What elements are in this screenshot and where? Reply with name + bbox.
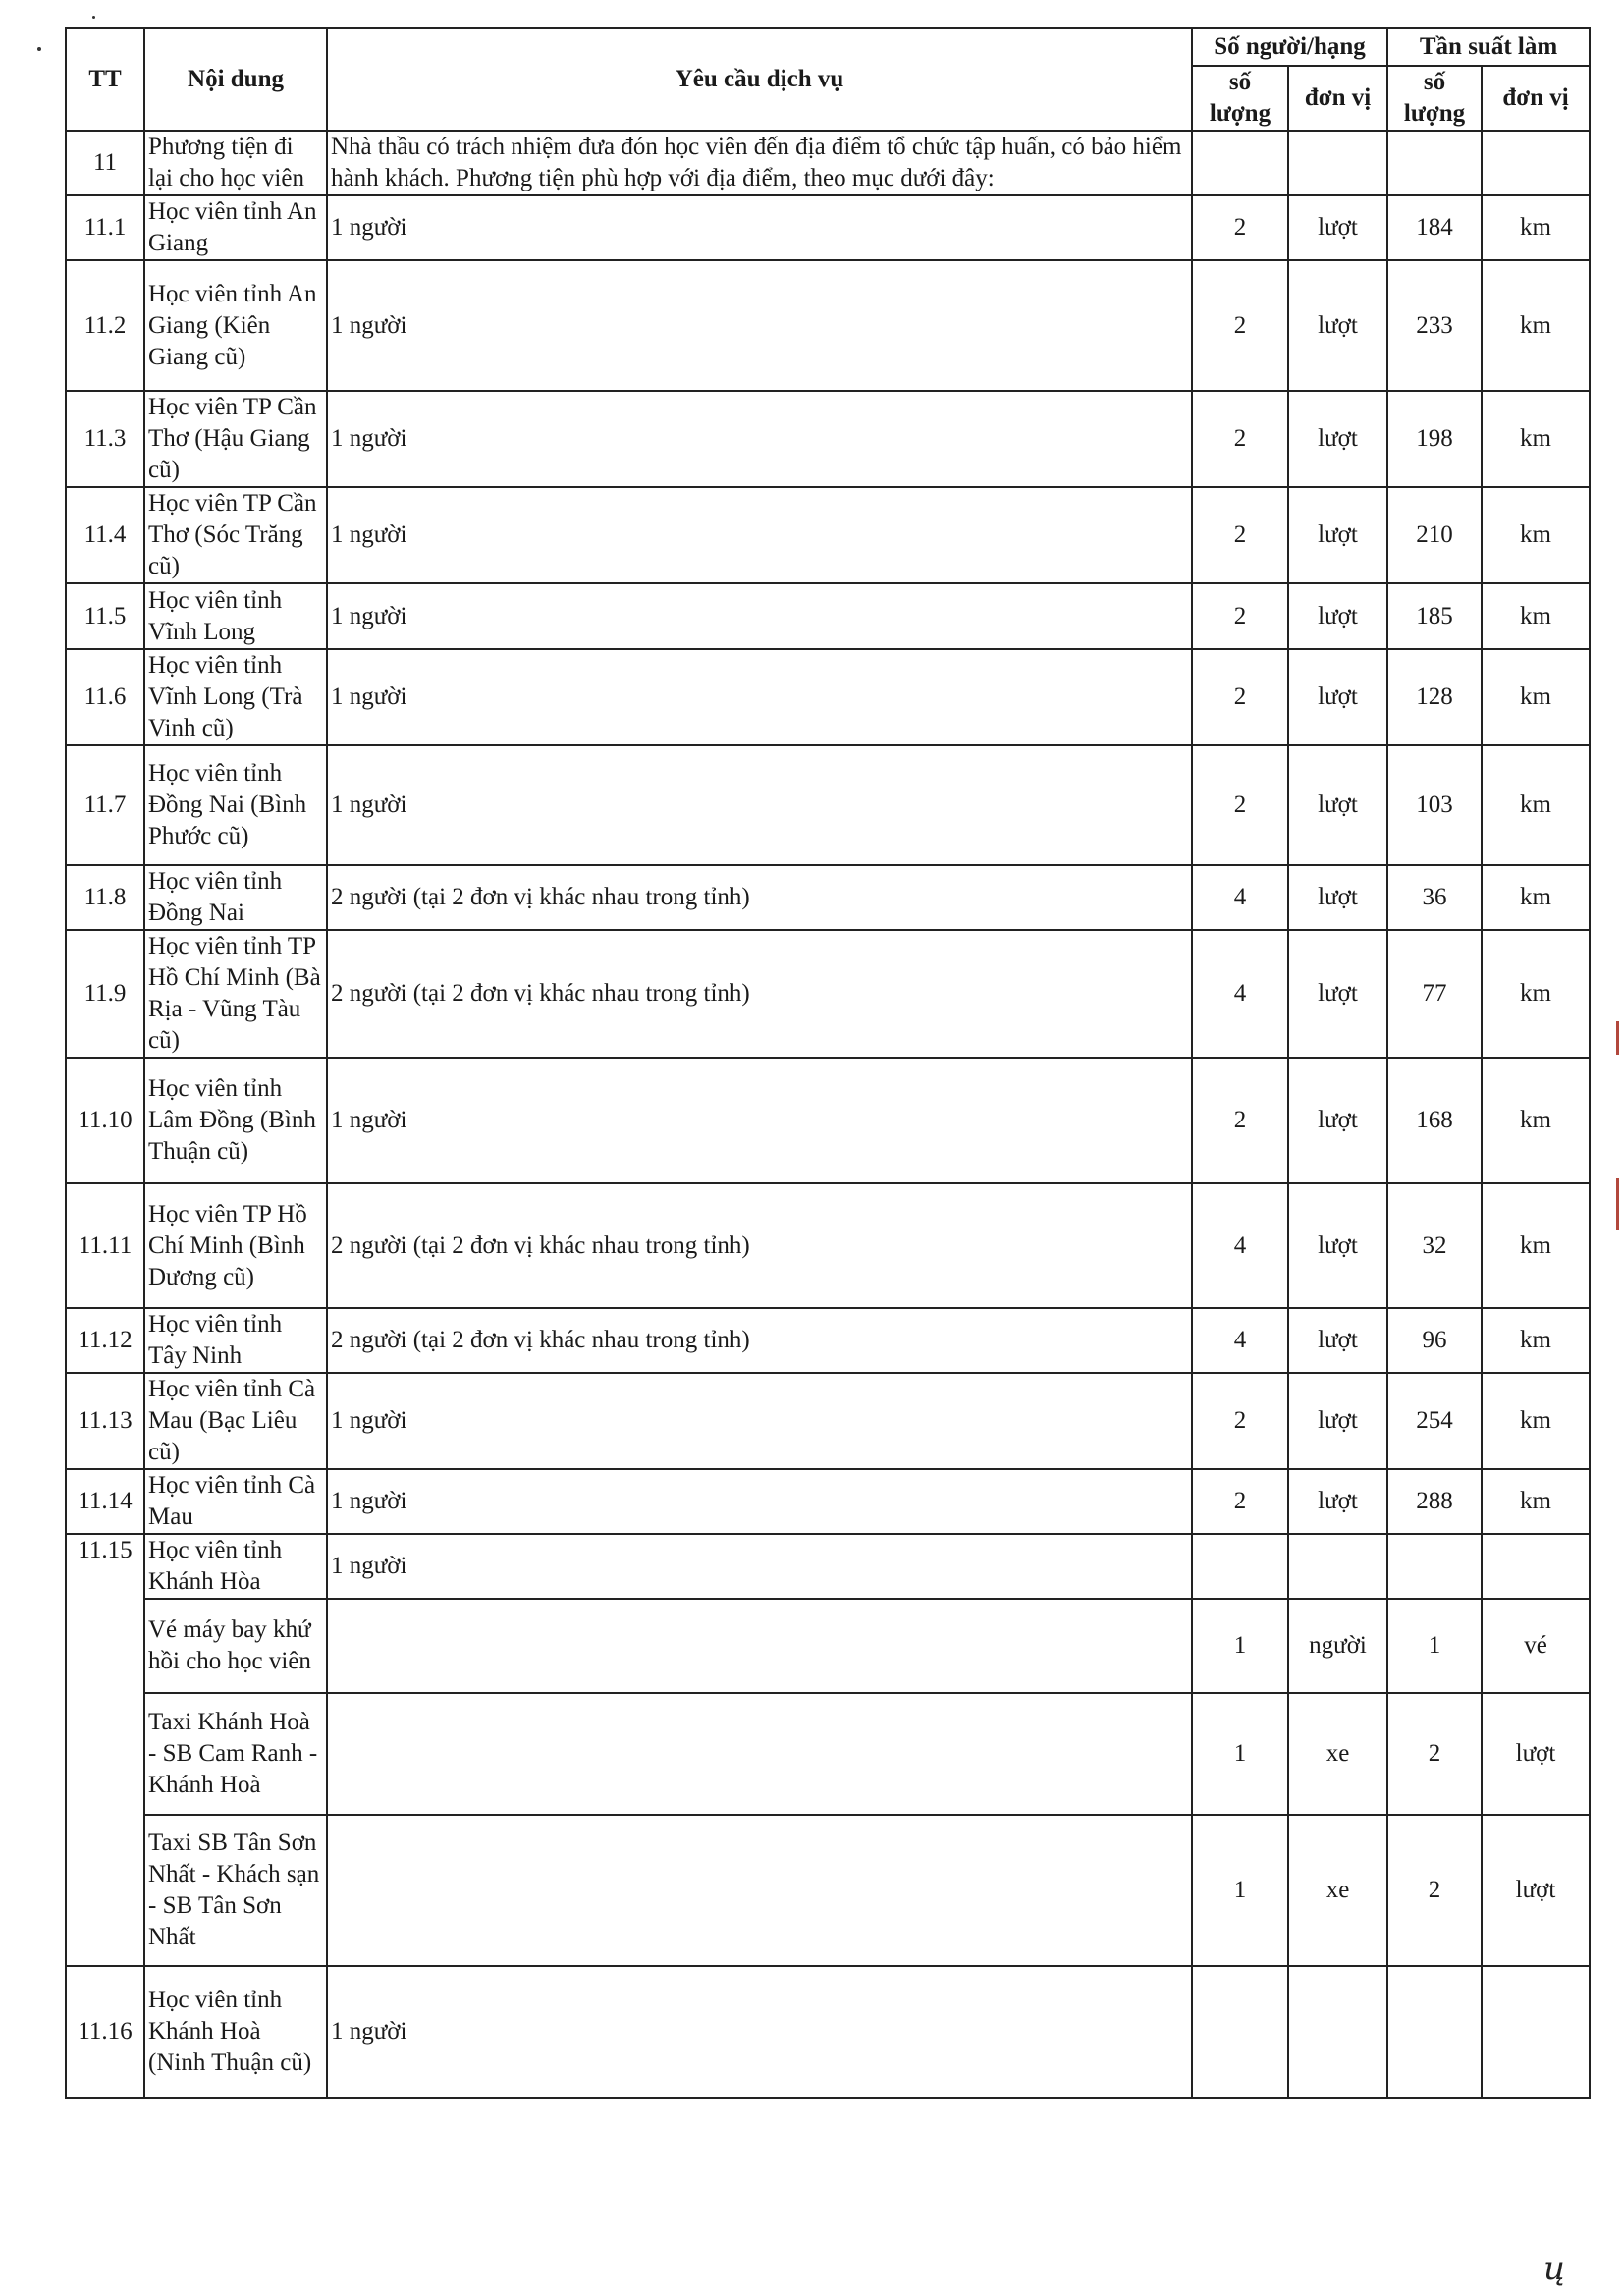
table-header — [66, 28, 1590, 131]
row-yeu-cau: 1 người — [327, 1534, 1192, 1599]
row-so-luong-1: 2 — [1192, 583, 1288, 649]
section-yeu-cau: Nhà thầu có trách nhiệm đưa đón học viên đến địa điểm tổ chức tập huấn, có bảo hiểm hành khách. Phương tiện phù hợp với địa điểm, theo mục dưới đây: — [327, 131, 1192, 195]
row-tt: 11.6 — [66, 649, 144, 745]
row-so-luong-1: 2 — [1192, 1469, 1288, 1534]
row-yeu-cau: 1 người — [327, 195, 1192, 260]
scan-speck — [92, 16, 95, 19]
row-don-vi-2: km — [1482, 487, 1590, 583]
table-row — [66, 195, 1590, 260]
subrow-so-luong-2: 1 — [1387, 1599, 1482, 1693]
row-tt: 11.12 — [66, 1308, 144, 1373]
row-so-luong-2: 32 — [1387, 1183, 1482, 1308]
table-row — [66, 1469, 1590, 1534]
row-yeu-cau: 1 người — [327, 583, 1192, 649]
subrow-don-vi-1: xe — [1288, 1693, 1387, 1815]
row-yeu-cau: 1 người — [327, 1966, 1192, 2098]
subrow-so-luong-1: 1 — [1192, 1693, 1288, 1815]
row-don-vi-2: km — [1482, 583, 1590, 649]
row-so-luong-1: 2 — [1192, 195, 1288, 260]
row-so-luong-2: 128 — [1387, 649, 1482, 745]
section-row — [66, 131, 1590, 195]
row-don-vi-2: km — [1482, 930, 1590, 1058]
row-noi-dung: Học viên tỉnh Khánh Hoà (Ninh Thuận cũ) — [144, 1966, 327, 2098]
row-so-luong-2: 184 — [1387, 195, 1482, 260]
document-sheet — [65, 27, 1589, 2076]
row-noi-dung: Học viên tỉnh An Giang (Kiên Giang cũ) — [144, 260, 327, 391]
row-don-vi-2: km — [1482, 1373, 1590, 1469]
row-don-vi-1: lượt — [1288, 1373, 1387, 1469]
row-noi-dung: Học viên tỉnh Đồng Nai — [144, 865, 327, 930]
table-row — [66, 487, 1590, 583]
row-tt: 11.14 — [66, 1469, 144, 1534]
table-row — [66, 1058, 1590, 1183]
header-don-vi-1: đơn vị — [1288, 66, 1387, 131]
row-yeu-cau: 1 người — [327, 1469, 1192, 1534]
row-don-vi-1: lượt — [1288, 745, 1387, 865]
row-so-luong-1 — [1192, 1966, 1288, 2098]
row-don-vi-2: km — [1482, 1308, 1590, 1373]
section-tt: 11 — [66, 131, 144, 195]
row-don-vi-2: km — [1482, 1058, 1590, 1183]
scan-edge-mark — [1616, 1021, 1619, 1055]
section-noi-dung: Phương tiện đi lại cho học viên — [144, 131, 327, 195]
subrow-noi-dung: Taxi Khánh Hoà - SB Cam Ranh - Khánh Hoà — [144, 1693, 327, 1815]
section-empty-cell — [1288, 131, 1387, 195]
sub-row — [66, 1599, 1590, 1693]
row-don-vi-1: lượt — [1288, 1058, 1387, 1183]
row-don-vi-1: lượt — [1288, 1183, 1387, 1308]
row-so-luong-1: 4 — [1192, 1308, 1288, 1373]
table-body — [66, 131, 1590, 2098]
table-row — [66, 260, 1590, 391]
row-don-vi-1: lượt — [1288, 1308, 1387, 1373]
row-tt: 11.5 — [66, 583, 144, 649]
row-don-vi-2: km — [1482, 1183, 1590, 1308]
header-so-nguoi: Số người/hạng — [1192, 28, 1387, 66]
row-yeu-cau: 2 người (tại 2 đơn vị khác nhau trong tỉnh) — [327, 1183, 1192, 1308]
subrow-yeu-cau — [327, 1599, 1192, 1693]
handwritten-page-mark: ų — [1543, 2249, 1565, 2288]
row-so-luong-1: 2 — [1192, 1373, 1288, 1469]
row-noi-dung: Học viên tỉnh Lâm Đồng (Bình Thuận cũ) — [144, 1058, 327, 1183]
header-noi-dung: Nội dung — [144, 28, 327, 131]
row-so-luong-1: 2 — [1192, 487, 1288, 583]
row-don-vi-1: lượt — [1288, 865, 1387, 930]
table-row — [66, 745, 1590, 865]
row-so-luong-2: 198 — [1387, 391, 1482, 487]
table-row — [66, 1534, 1590, 1599]
subrow-noi-dung: Vé máy bay khứ hồi cho học viên — [144, 1599, 327, 1693]
subrow-yeu-cau — [327, 1815, 1192, 1966]
row-noi-dung: Học viên tỉnh Cà Mau — [144, 1469, 327, 1534]
row-don-vi-2 — [1482, 1966, 1590, 2098]
table-row — [66, 930, 1590, 1058]
row-yeu-cau: 1 người — [327, 649, 1192, 745]
row-so-luong-1: 2 — [1192, 649, 1288, 745]
row-tt: 11.13 — [66, 1373, 144, 1469]
row-tt: 11.2 — [66, 260, 144, 391]
row-yeu-cau: 2 người (tại 2 đơn vị khác nhau trong tỉnh) — [327, 930, 1192, 1058]
row-yeu-cau: 2 người (tại 2 đơn vị khác nhau trong tỉnh) — [327, 1308, 1192, 1373]
row-so-luong-2: 103 — [1387, 745, 1482, 865]
header-yeu-cau: Yêu cầu dịch vụ — [327, 28, 1192, 131]
section-empty-cell — [1387, 131, 1482, 195]
row-so-luong-2: 185 — [1387, 583, 1482, 649]
row-so-luong-2: 77 — [1387, 930, 1482, 1058]
subrow-don-vi-1: người — [1288, 1599, 1387, 1693]
row-so-luong-1: 2 — [1192, 1058, 1288, 1183]
row-don-vi-1: lượt — [1288, 195, 1387, 260]
row-noi-dung: Học viên tỉnh Tây Ninh — [144, 1308, 327, 1373]
row-noi-dung: Học viên TP Cần Thơ (Sóc Trăng cũ) — [144, 487, 327, 583]
row-noi-dung: Học viên tỉnh Khánh Hòa — [144, 1534, 327, 1599]
table-row — [66, 1373, 1590, 1469]
row-tt: 11.10 — [66, 1058, 144, 1183]
row-so-luong-1: 2 — [1192, 745, 1288, 865]
row-don-vi-1: lượt — [1288, 260, 1387, 391]
row-yeu-cau: 2 người (tại 2 đơn vị khác nhau trong tỉnh) — [327, 865, 1192, 930]
row-don-vi-1: lượt — [1288, 649, 1387, 745]
header-so-luong-1: số lượng — [1192, 66, 1288, 131]
row-yeu-cau: 1 người — [327, 260, 1192, 391]
header-don-vi-2: đơn vị — [1482, 66, 1590, 131]
row-so-luong-2 — [1387, 1534, 1482, 1599]
row-tt: 11.1 — [66, 195, 144, 260]
scan-speck — [37, 47, 41, 51]
header-tt: TT — [66, 28, 144, 131]
row-don-vi-1: lượt — [1288, 391, 1387, 487]
row-tt: 11.4 — [66, 487, 144, 583]
row-so-luong-1: 2 — [1192, 260, 1288, 391]
row-tt: 11.7 — [66, 745, 144, 865]
row-so-luong-1: 4 — [1192, 1183, 1288, 1308]
row-yeu-cau: 1 người — [327, 1373, 1192, 1469]
service-table — [65, 27, 1591, 2099]
row-so-luong-2: 233 — [1387, 260, 1482, 391]
row-so-luong-2: 168 — [1387, 1058, 1482, 1183]
row-tt: 11.15 — [66, 1534, 144, 1966]
row-tt: 11.8 — [66, 865, 144, 930]
row-don-vi-1: lượt — [1288, 1469, 1387, 1534]
section-empty-cell — [1482, 131, 1590, 195]
row-don-vi-2 — [1482, 1534, 1590, 1599]
row-don-vi-2: km — [1482, 649, 1590, 745]
row-don-vi-1: lượt — [1288, 487, 1387, 583]
subrow-so-luong-1: 1 — [1192, 1599, 1288, 1693]
sub-row — [66, 1693, 1590, 1815]
row-so-luong-2: 254 — [1387, 1373, 1482, 1469]
row-don-vi-2: km — [1482, 391, 1590, 487]
subrow-so-luong-1: 1 — [1192, 1815, 1288, 1966]
subrow-yeu-cau — [327, 1693, 1192, 1815]
row-so-luong-2: 36 — [1387, 865, 1482, 930]
row-noi-dung: Học viên tỉnh Cà Mau (Bạc Liêu cũ) — [144, 1373, 327, 1469]
row-so-luong-2 — [1387, 1966, 1482, 2098]
subrow-noi-dung: Taxi SB Tân Sơn Nhất - Khách sạn - SB Tân Sơn Nhất — [144, 1815, 327, 1966]
row-so-luong-1: 4 — [1192, 930, 1288, 1058]
row-don-vi-2: km — [1482, 865, 1590, 930]
section-empty-cell — [1192, 131, 1288, 195]
row-so-luong-1 — [1192, 1534, 1288, 1599]
subrow-don-vi-2: lượt — [1482, 1815, 1590, 1966]
row-don-vi-1: lượt — [1288, 583, 1387, 649]
subrow-don-vi-2: lượt — [1482, 1693, 1590, 1815]
table-row — [66, 865, 1590, 930]
header-tan-suat: Tần suất làm — [1387, 28, 1590, 66]
row-don-vi-2: km — [1482, 195, 1590, 260]
row-so-luong-1: 4 — [1192, 865, 1288, 930]
table-row — [66, 583, 1590, 649]
row-tt: 11.9 — [66, 930, 144, 1058]
header-so-luong-2: số lượng — [1387, 66, 1482, 131]
subrow-so-luong-2: 2 — [1387, 1693, 1482, 1815]
row-so-luong-2: 96 — [1387, 1308, 1482, 1373]
row-so-luong-1: 2 — [1192, 391, 1288, 487]
sub-row — [66, 1815, 1590, 1966]
row-don-vi-1 — [1288, 1534, 1387, 1599]
row-so-luong-2: 210 — [1387, 487, 1482, 583]
row-noi-dung: Học viên TP Hồ Chí Minh (Bình Dương cũ) — [144, 1183, 327, 1308]
scan-edge-mark — [1616, 1178, 1619, 1230]
row-yeu-cau: 1 người — [327, 391, 1192, 487]
row-noi-dung: Học viên tỉnh Vĩnh Long (Trà Vinh cũ) — [144, 649, 327, 745]
table-row — [66, 1308, 1590, 1373]
subrow-so-luong-2: 2 — [1387, 1815, 1482, 1966]
row-yeu-cau: 1 người — [327, 487, 1192, 583]
row-don-vi-2: km — [1482, 260, 1590, 391]
subrow-don-vi-2: vé — [1482, 1599, 1590, 1693]
table-row — [66, 649, 1590, 745]
row-tt: 11.3 — [66, 391, 144, 487]
table-row — [66, 1966, 1590, 2098]
row-noi-dung: Học viên tỉnh Vĩnh Long — [144, 583, 327, 649]
row-don-vi-1 — [1288, 1966, 1387, 2098]
row-tt: 11.16 — [66, 1966, 144, 2098]
row-noi-dung: Học viên tỉnh An Giang — [144, 195, 327, 260]
subrow-don-vi-1: xe — [1288, 1815, 1387, 1966]
row-so-luong-2: 288 — [1387, 1469, 1482, 1534]
row-don-vi-2: km — [1482, 1469, 1590, 1534]
row-don-vi-2: km — [1482, 745, 1590, 865]
row-tt: 11.11 — [66, 1183, 144, 1308]
row-yeu-cau: 1 người — [327, 745, 1192, 865]
table-row — [66, 391, 1590, 487]
row-noi-dung: Học viên tỉnh Đồng Nai (Bình Phước cũ) — [144, 745, 327, 865]
row-don-vi-1: lượt — [1288, 930, 1387, 1058]
row-yeu-cau: 1 người — [327, 1058, 1192, 1183]
row-noi-dung: Học viên tỉnh TP Hồ Chí Minh (Bà Rịa - Vũng Tàu cũ) — [144, 930, 327, 1058]
table-row — [66, 1183, 1590, 1308]
row-noi-dung: Học viên TP Cần Thơ (Hậu Giang cũ) — [144, 391, 327, 487]
